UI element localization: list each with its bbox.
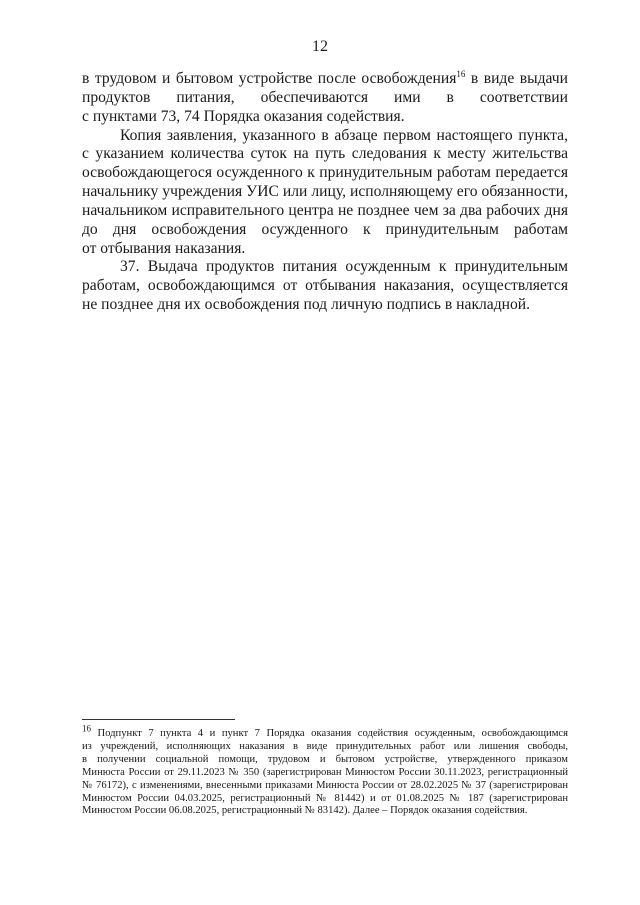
text-line: освобождающегося осужденного к принудительным работам передается xyxy=(82,164,568,182)
footnote-line: из учреждений, исполняющих наказания в виде принудительных работ или лишения свободы, xyxy=(82,740,568,752)
footnote-line: Минюстом России 04.03.2025, регистрационный № 81442) и от 01.08.2025 № 187 (зарегистрирован xyxy=(82,792,568,804)
text-line: от отбывания наказания. xyxy=(82,239,246,257)
footnote-line: № 76172), с изменениями, внесенными приказами Минюста России от 28.02.2025 № 37 (зарегистрирован xyxy=(82,779,568,791)
paragraph-2 xyxy=(82,127,568,259)
footnote-marker: 16 xyxy=(82,723,91,734)
text-run: в виде выдачи xyxy=(465,70,568,87)
footnote xyxy=(82,723,568,818)
text-line: начальником исправительного центра не позднее чем за два рабочих дня xyxy=(82,201,568,219)
footnote-line xyxy=(82,723,568,741)
footnote-line: Минюстом России 06.08.2025, регистрационный № 83142). Далее – Порядок оказания содействия. xyxy=(82,805,528,817)
text-line xyxy=(82,70,568,89)
text-run: Подпункт 7 пункта 4 и пункт 7 Порядка оказания содействия осужденным, освобождающимся xyxy=(91,728,568,739)
text-line: 37. Выдача продуктов питания осужденным к принудительным xyxy=(120,258,568,276)
page-number: 12 xyxy=(312,38,328,55)
text-line: с указанием количества суток на путь следования к месту жительства xyxy=(82,145,568,163)
footnote-separator xyxy=(82,719,235,720)
paragraph-1 xyxy=(82,70,568,127)
footnote-line: в получении социальной помощи, трудовом и бытовом устройстве, утвержденного приказом xyxy=(82,753,568,765)
text-line: с пунктами 73, 74 Порядка оказания содействия. xyxy=(82,107,405,125)
text-line: до дня освобождения осужденного к принудительным работам xyxy=(82,220,568,238)
footnote-ref[interactable]: 16 xyxy=(456,68,466,79)
text-line: не позднее дня их освобождения под личную подпись в накладной. xyxy=(82,296,531,314)
footnote-line: Минюста России от 29.11.2023 № 350 (зарегистрирован Минюстом России 30.11.2023, регистрационный xyxy=(82,766,568,778)
text-run: в трудовом и бытовом устройстве после освобождения xyxy=(82,70,457,87)
text-line: продуктов питания, обеспечиваются ими в соответствии xyxy=(82,88,568,106)
paragraph-3 xyxy=(82,258,568,315)
text-line: работам, освобождающимся от отбывания наказания, осуществляется xyxy=(82,277,568,295)
body-text xyxy=(82,70,568,315)
text-line: Копия заявления, указанного в абзаце первом настоящего пункта, xyxy=(120,126,568,144)
text-line: начальнику учреждения УИС или лицу, исполняющему его обязанности, xyxy=(82,183,568,201)
